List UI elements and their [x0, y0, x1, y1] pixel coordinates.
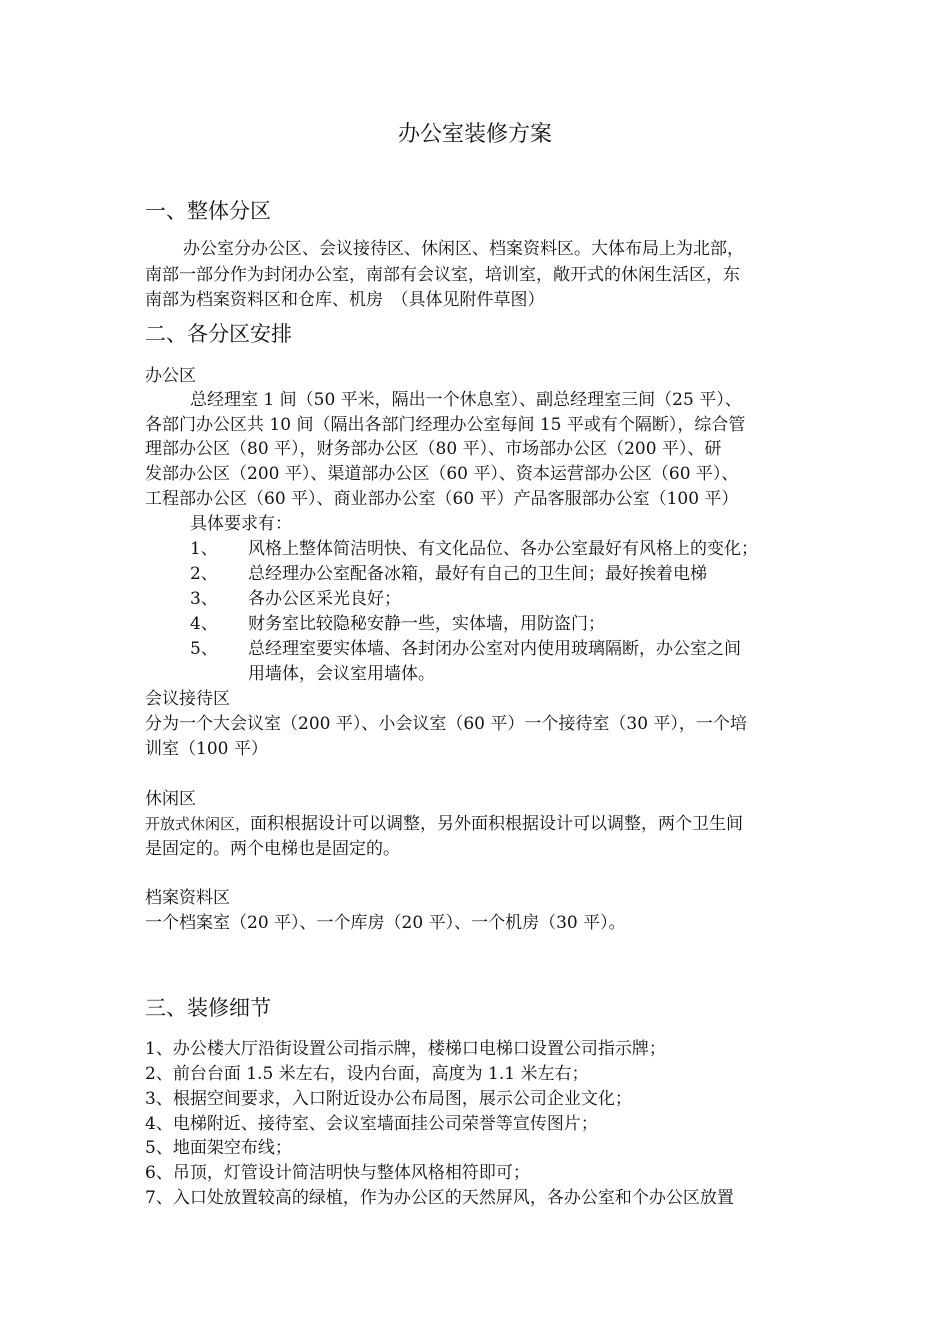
detail-item: 7、入口处放置较高的绿植，作为办公区的天然屏风，各办公室和个办公区放置 [145, 1188, 734, 1208]
requirement-number: 4、 [190, 614, 218, 634]
requirement-text: 财务室比较隐秘安静一些，实体墙，用防盗门； [248, 614, 605, 634]
document-title: 办公室装修方案 [397, 122, 552, 147]
paragraph-line: 南部为档案资料区和仓库、机房 （具体见附件草图） [145, 290, 545, 310]
leisure-line-start: 开放式休闲区， [145, 815, 251, 833]
requirement-text: 总经理室要实体墙、各封闭办公室对内使用玻璃隔断，办公室之间 [248, 639, 741, 659]
requirement-text-continued: 用墙体，会议室用墙体。 [248, 664, 435, 684]
detail-item: 1、办公楼大厅沿街设置公司指示牌，楼梯口电梯口设置公司指示牌； [145, 1039, 666, 1059]
paragraph-line: 各部门办公区共 10 间（隔出各部门经理办公室每间 15 平或有个隔断），综合管 [145, 415, 746, 435]
leisure-area-label: 休闲区 [145, 789, 196, 809]
requirement-text: 风格上整体简洁明快、有文化品位、各办公室最好有风格上的变化； [248, 539, 758, 559]
paragraph-line: 分为一个大会议室（200 平）、小会议室（60 平）一个接待室（30 平），一个培 [145, 714, 747, 734]
requirement-number: 3、 [190, 589, 218, 609]
detail-item: 3、根据空间要求，入口附近设办公布局图，展示公司企业文化； [145, 1089, 632, 1109]
requirement-number: 2、 [190, 564, 218, 584]
detail-item: 4、电梯附近、接待室、会议室墙面挂公司荣誉等宣传图片； [145, 1114, 598, 1134]
paragraph-line: 总经理室 1 间（50 平米，隔出一个休息室）、副总经理室三间（25 平）、 [190, 390, 742, 410]
office-area-label: 办公区 [145, 366, 196, 386]
paragraph-line [145, 812, 743, 836]
paragraph-line: 发部办公区（200 平）、渠道部办公区（60 平）、资本运营部办公区（60 平）、 [145, 464, 739, 484]
detail-item: 2、前台台面 1.5 米左右，设内台面，高度为 1.1 米左右； [145, 1064, 589, 1084]
detail-item: 6、吊顶，灯管设计简洁明快与整体风格相符即可； [145, 1163, 530, 1183]
requirement-number: 5、 [190, 639, 218, 659]
detail-item: 5、地面架空布线； [145, 1138, 292, 1158]
leisure-line-rest: 面积根据设计可以调整，另外面积根据设计可以调整，两个卫生间 [250, 814, 744, 834]
paragraph-line: 训室（100 平） [145, 739, 268, 759]
paragraph-line: 理部办公区（80 平），财务部办公区（80 平）、市场部办公区（200 平）、研 [145, 439, 722, 459]
requirement-text: 各办公区采光良好； [248, 589, 401, 609]
paragraph-line: 一个档案室（20 平）、一个库房（20 平）、一个机房（30 平）。 [145, 913, 626, 933]
section-3-heading: 三、装修细节 [145, 996, 271, 1020]
requirement-number: 1、 [190, 539, 218, 559]
meeting-area-label: 会议接待区 [145, 689, 230, 709]
paragraph-line: 工程部办公区（60 平）、商业部办公室（60 平）产品客服部办公室（100 平） [145, 489, 739, 509]
requirement-text: 总经理办公室配备冰箱，最好有自己的卫生间；最好挨着电梯 [248, 564, 707, 584]
paragraph-line: 南部一部分作为封闭办公室，南部有会议室，培训室，敞开式的休闲生活区，东 [145, 265, 740, 285]
section-2-heading: 二、各分区安排 [145, 322, 292, 346]
section-1-heading: 一、整体分区 [145, 199, 271, 223]
archive-area-label: 档案资料区 [145, 888, 230, 908]
requirements-label: 具体要求有： [190, 514, 292, 534]
paragraph-line: 是固定的。两个电梯也是固定的。 [145, 839, 400, 859]
paragraph-line: 办公室分办公区、会议接待区、休闲区、档案资料区。大体布局上为北部， [183, 239, 744, 259]
